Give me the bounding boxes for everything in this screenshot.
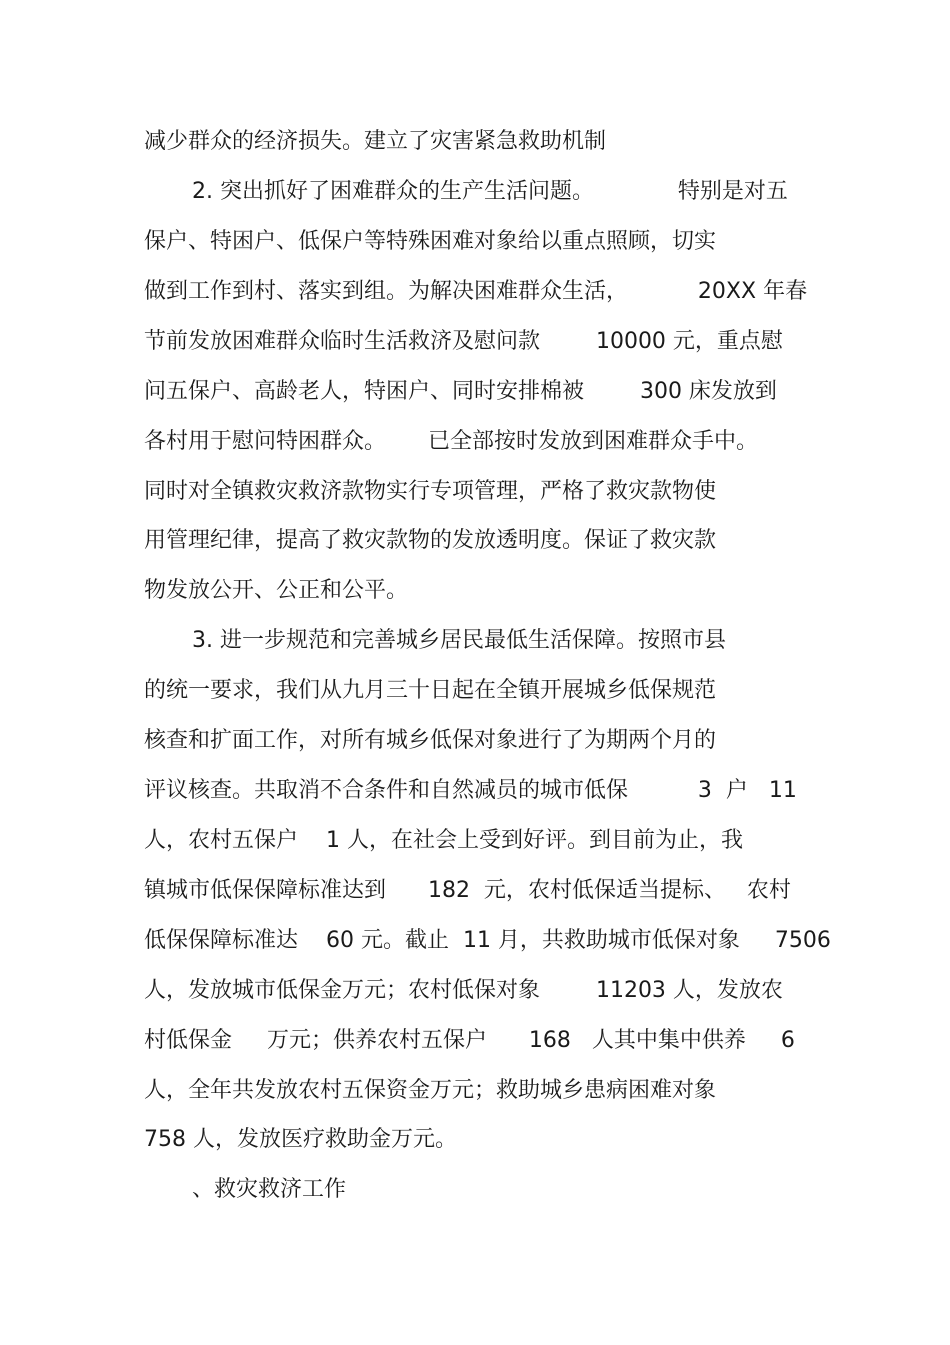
text-line: 人，发放城市低保金万元；农村低保对象 11203 人，发放农 bbox=[144, 978, 783, 1003]
text-line: 镇城市低保保障标准达到 182 元，农村低保适当提标、 农村 bbox=[144, 878, 791, 903]
text-line: 做到工作到村、落实到组。为解决困难群众生活， 20XX 年春 bbox=[144, 279, 808, 304]
text-line: 节前发放困难群众临时生活救济及慰问款 10000 元，重点慰 bbox=[144, 329, 783, 354]
text-line: 人，农村五保户 1 人，在社会上受到好评。到目前为止，我 bbox=[144, 828, 743, 853]
text-line: 的统一要求，我们从九月三十日起在全镇开展城乡低保规范 bbox=[144, 678, 717, 703]
text-line: 村低保金 万元；供养农村五保户 168 人其中集中供养 6 bbox=[144, 1028, 795, 1053]
text-line: 减少群众的经济损失。建立了灾害紧急救助机制 bbox=[144, 129, 607, 154]
text-line: 问五保户、高龄老人，特困户、同时安排棉被 300 床发放到 bbox=[144, 379, 777, 404]
text-line: 758 人，发放医疗救助金万元。 bbox=[144, 1127, 457, 1152]
text-line: 同时对全镇救灾救济款物实行专项管理，严格了救灾款物使 bbox=[144, 479, 717, 504]
text-line: 人，全年共发放农村五保资金万元；救助城乡患病困难对象 bbox=[144, 1078, 717, 1103]
text-line: 2. 突出抓好了困难群众的生产生活问题。 特别是对五 bbox=[192, 179, 788, 204]
text-line: 评议核查。共取消不合条件和自然减员的城市低保 3 户 11 bbox=[144, 778, 797, 803]
text-line: 3. 进一步规范和完善城乡居民最低生活保障。按照市县 bbox=[192, 628, 726, 653]
text-line: 用管理纪律，提高了救灾款物的发放透明度。保证了救灾款 bbox=[144, 528, 717, 553]
section-heading: 、救灾救济工作 bbox=[192, 1177, 347, 1202]
text-line: 核查和扩面工作，对所有城乡低保对象进行了为期两个月的 bbox=[144, 728, 717, 753]
text-line: 保户、特困户、低保户等特殊困难对象给以重点照顾，切实 bbox=[144, 229, 717, 254]
text-line: 低保保障标准达 60 元。截止 11 月，共救助城市低保对象 7506 bbox=[144, 928, 831, 953]
text-line: 物发放公开、公正和公平。 bbox=[144, 578, 409, 603]
text-line: 各村用于慰问特困群众。 已全部按时发放到困难群众手中。 bbox=[144, 429, 758, 454]
